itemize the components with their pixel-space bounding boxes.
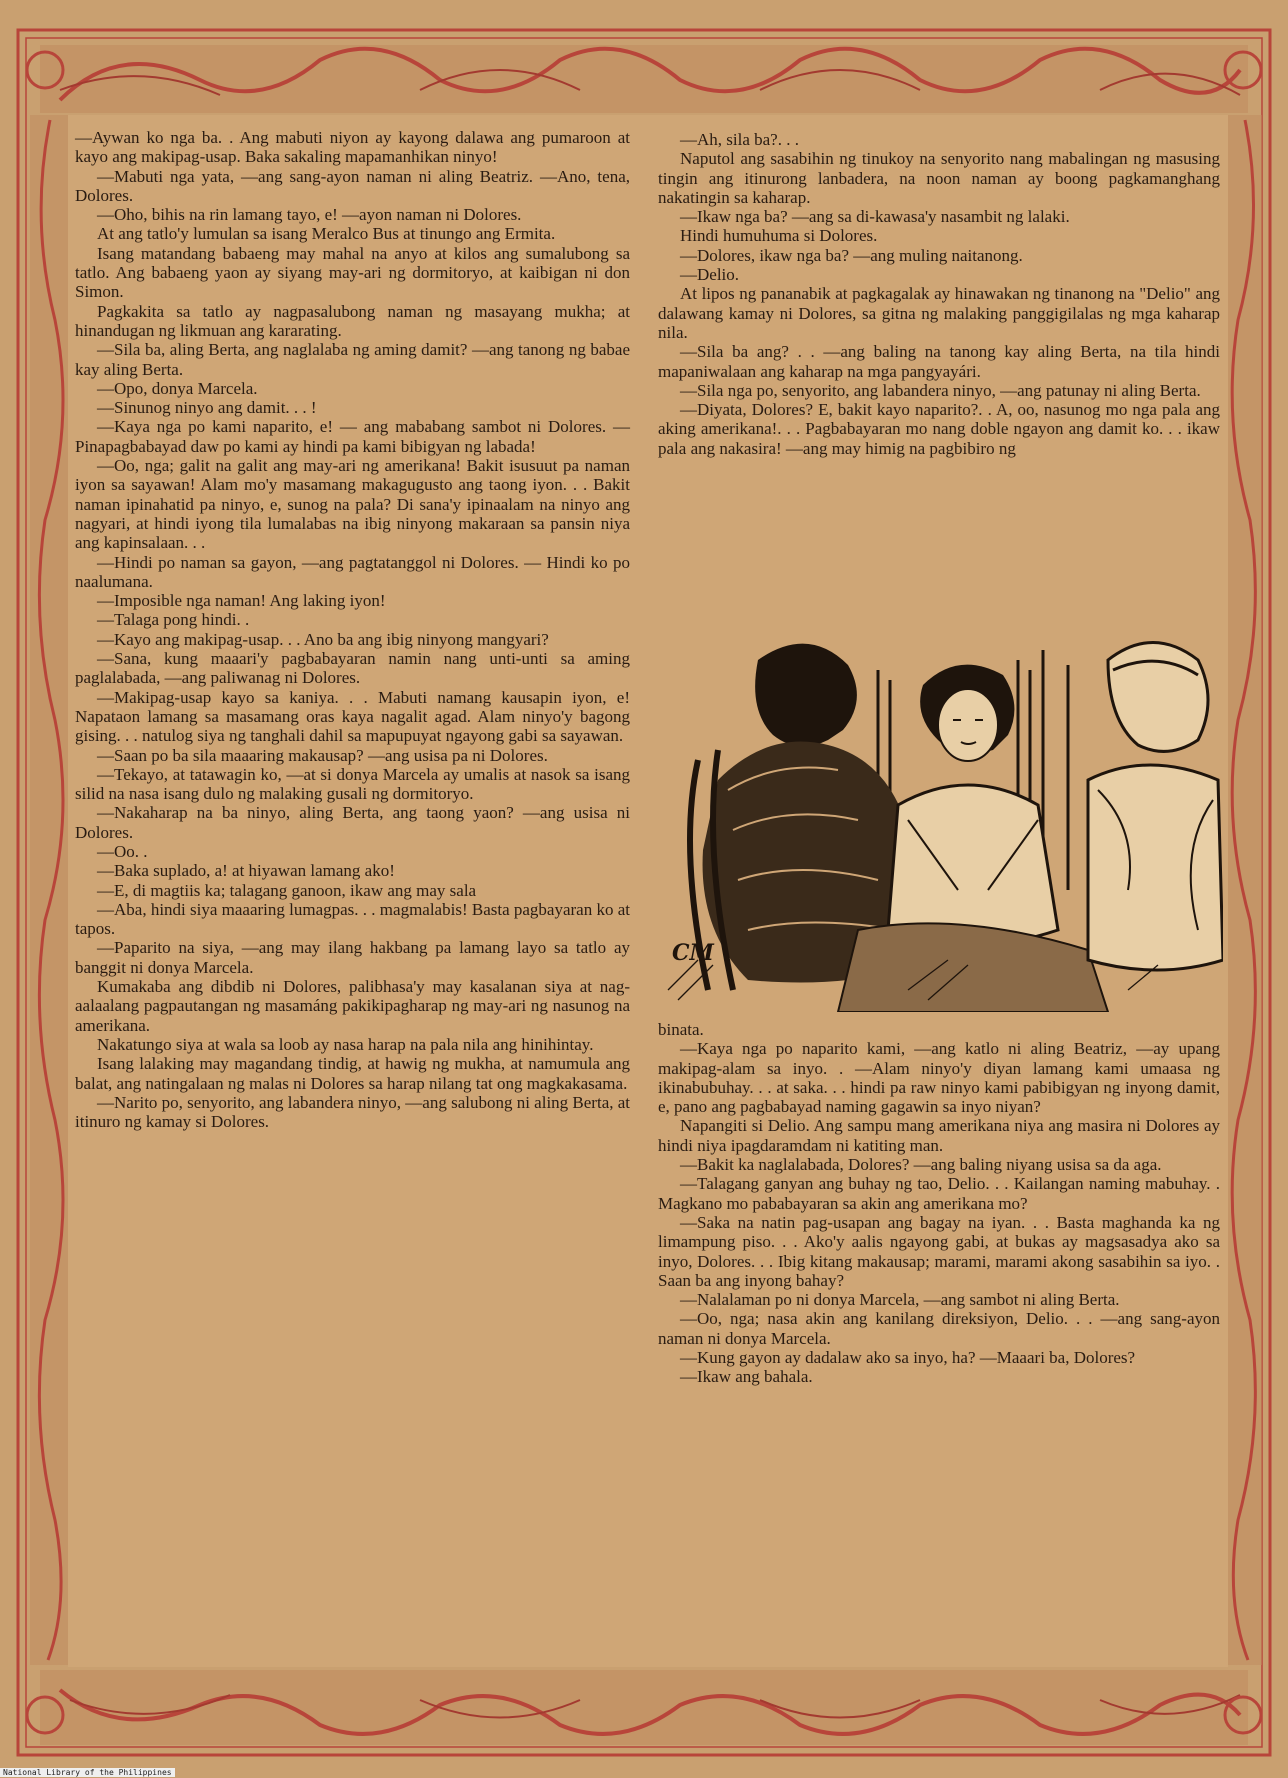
paragraph: —Baka suplado, a! at hiyawan lamang ako! bbox=[97, 861, 395, 881]
paragraph: Pagkakita sa tatlo ay nagpasalubong naman ng masayang mukha; at hinandugan ng likmuan ang kararating. bbox=[75, 301, 630, 340]
paragraph: binata. bbox=[658, 1020, 704, 1039]
paragraph: —Opo, donya Marcela. bbox=[97, 378, 258, 398]
paragraph: —Talagang ganyan ang buhay ng tao, Delio. . . Kailangan naming mabuhay. . Magkano mo pababayaran sa akin ang amerikana mo? bbox=[658, 1174, 1220, 1213]
paragraph: —Oho, bihis na rin lamang tayo, e! —ayon naman ni Dolores. bbox=[97, 205, 522, 225]
paragraph: —Sana, kung maaari'y pagbabayaran namin nang unti-unti sa aming paglalabada, —ang paliwanag ni Dolores. bbox=[75, 649, 630, 688]
text-column-right-top bbox=[658, 130, 1220, 458]
paragraph: Napangiti si Delio. Ang sampu mang amerikana niya ang masira ni Dolores ay hindi niya ipagdaramdam ni katiting man. bbox=[658, 1116, 1220, 1155]
paragraph: —Imposible nga naman! Ang laking iyon! bbox=[97, 591, 386, 611]
paragraph: —Aba, hindi siya maaaring lumagpas. . . magmalabis! Basta pagbayaran ko at tapos. bbox=[75, 899, 630, 939]
paragraph: —E, di magtiis ka; talagang ganoon, ikaw ang may sala bbox=[97, 880, 477, 900]
text-column-right-bottom bbox=[658, 1020, 1220, 1387]
paragraph: Nakatungo siya at wala sa loob ay nasa harap na pala nila ang hinihintay. bbox=[97, 1034, 594, 1054]
paragraph: —Makipag-usap kayo sa kaniya. . . Mabuti namang kausapin iyon, e! Napataon lamang sa masamang oras kaya nagalit agad. Alam ninyo'y bagong gising. . . natulog siya ng tanghali dahil sa mapupuyat ngayong gabi sa sayawan. bbox=[75, 687, 630, 746]
paragraph: —Sila ba ang? . . —ang baling na tanong kay aling Berta, na tila hindi mapaniwalaan ang kaharap na mga pangyayári. bbox=[658, 342, 1220, 381]
paragraph: —Oo, nga; galit na galit ang may-ari ng amerikana! Bakit isusuut pa naman iyon sa sayawan! Alam mo'y masamang makagugusto ang taong iyon. . . Bakit naman ipinahatid pa ninyo, e, sunog na pala? Di sana'y ipinaalam na ninyo ang nagyari, at hindi iyong tila lumalabas na ibig ninyong makaraan sa pansin niya ang kapinsalaan. . . bbox=[75, 456, 630, 553]
paragraph: —Talaga pong hindi. . bbox=[97, 610, 250, 630]
paragraph: —Diyata, Dolores? E, bakit kayo naparito?. . A, oo, nasunog mo nga pala ang aking amerikana!. . . Pagbabayaran mo nang doble ngayon ang damit ko. . . ikaw pala ang nakasira! —ang may himig na pagbibiro ng bbox=[658, 400, 1220, 458]
paragraph: —Bakit ka naglalabada, Dolores? —ang baling niyang usisa sa da aga. bbox=[680, 1155, 1162, 1175]
illustration-three-figures bbox=[658, 630, 1223, 1012]
paragraph: —Oo, nga; nasa akin ang kanilang direksiyon, Delio. . . —ang sang-ayon naman ni donya Marcela. bbox=[658, 1309, 1220, 1348]
paragraph: —Paparito na siya, —ang may ilang hakbang pa lamang layo sa tatlo ay banggit ni donya Marcela. bbox=[75, 938, 630, 977]
paragraph: Kumakaba ang dibdib ni Dolores, palibhasa'y may kasalanan siya at nag-aalaalang pagpautangan ng masamáng pakikipagharap ng may-ari ng nasunog na amerikana. bbox=[75, 977, 630, 1035]
illustration-signature: CM bbox=[672, 940, 714, 966]
paragraph: —Ah, sila ba?. . . bbox=[680, 130, 799, 149]
paragraph: —Oo. . bbox=[97, 841, 148, 861]
paragraph: Naputol ang sasabihin ng tinukoy na senyorito nang mabalingan ng masusing tingin ang itinurong lanbadera, na noon naman ay boong pagkamanghang nakatingin sa kaharap. bbox=[658, 149, 1220, 207]
paragraph: —Nakaharap na ba ninyo, aling Berta, ang taong yaon? —ang usisa ni Dolores. bbox=[75, 803, 630, 842]
paragraph: —Aywan ko nga ba. . Ang mabuti niyon ay kayong dalawa ang pumaroon at kayo ang makipag-usap. Baka sakaling mapamanhikan ninyo! bbox=[75, 128, 630, 167]
paragraph: —Kayo ang makipag-usap. . . Ano ba ang ibig ninyong mangyari? bbox=[97, 629, 549, 649]
paragraph: —Sila ba, aling Berta, ang naglalaba ng aming damit? —ang tanong ng babae kay aling Berta. bbox=[75, 340, 630, 379]
paragraph: —Saka na natin pag-usapan ang bagay na iyan. . . Basta maghanda ka ng limampung piso. . . Ako'y aalis ngayong gabi, at bukas ay magsasadya ako sa inyo, Dolores. . . Ibig kitang makausap; marami, marami akong sasabihin sa iyo. . Saan ba ang inyong bahay? bbox=[658, 1212, 1220, 1290]
paragraph: —Kaya nga po naparito kami, —ang katlo ni aling Beatriz, —ay upang makipag-alam sa inyo. . —Alam ninyo'y diyan lamang kami umaasa ng ikinabubuhay. . . at saka. . . hindi pa raw ninyo kami pabibigyan ng inyong damit, e, pano ang pagbabayad naming gagawin sa inyo niyan? bbox=[658, 1039, 1220, 1117]
paragraph: —Mabuti nga yata, —ang sang-ayon naman ni aling Beatriz. —Ano, tena, Dolores. bbox=[75, 166, 630, 205]
library-watermark: National Library of the Philippines bbox=[0, 1768, 175, 1777]
paragraph: —Ikaw ang bahala. bbox=[680, 1367, 813, 1387]
text-column-left bbox=[75, 128, 630, 1131]
paragraph: —Kaya nga po kami naparito, e! — ang mababang sambot ni Dolores. —Pinapagbabayad daw po kami ay hindi pa kami bibigyan ng labada! bbox=[75, 417, 630, 456]
paragraph: —Hindi po naman sa gayon, —ang pagtatanggol ni Dolores. — Hindi ko po naalumana. bbox=[75, 552, 630, 591]
paragraph: —Sinunog ninyo ang damit. . . ! bbox=[97, 398, 317, 418]
paragraph: —Dolores, ikaw nga ba? —ang muling naitanong. bbox=[680, 245, 1023, 265]
paragraph: —Narito po, senyorito, ang labandera ninyo, —ang salubong ni aling Berta, at itinuro ng kamay si Dolores. bbox=[75, 1092, 631, 1132]
paragraph: —Nalalaman po ni donya Marcela, —ang sambot ni aling Berta. bbox=[680, 1290, 1120, 1310]
paragraph: —Delio. bbox=[680, 265, 740, 285]
paragraph: Hindi humuhuma si Dolores. bbox=[680, 226, 878, 246]
paragraph: Isang matandang babaeng may mahal na anyo at kilos ang sumalubong sa tatlo. Ang babaeng yaon ay siyang may-ari ng dormitoryo, at kaibigan ni don Simon. bbox=[75, 243, 630, 302]
paragraph: Isang lalaking may magandang tindig, at hawig ng mukha, at namumula ang balat, ang natingalaan ng malas ni Dolores sa harap nilang tat ong magkakasama. bbox=[75, 1054, 630, 1093]
paragraph: —Sila nga po, senyorito, ang labandera ninyo, —ang patunay ni aling Berta. bbox=[680, 380, 1201, 400]
paragraph: At lipos ng pananabik at pagkagalak ay hinawakan ng tinanong na "Delio" ang dalawang kamay ni Dolores, sa gitna ng malaking panggigilalas ng mga kaharap nila. bbox=[658, 284, 1220, 342]
paragraph: At ang tatlo'y lumulan sa isang Meralco Bus at tinungo ang Ermita. bbox=[97, 224, 556, 244]
paragraph: —Saan po ba sila maaaring makausap? —ang usisa pa ni Dolores. bbox=[97, 745, 548, 765]
paragraph: —Ikaw nga ba? —ang sa di-kawasa'y nasambit ng lalaki. bbox=[680, 207, 1070, 227]
paragraph: —Kung gayon ay dadalaw ako sa inyo, ha? —Maaari ba, Dolores? bbox=[680, 1348, 1136, 1368]
paragraph: —Tekayo, at tatawagin ko, —at si donya Marcela ay umalis at nasok sa isang silid na nasa isang dulo ng malaking gusali ng dormitoryo. bbox=[75, 764, 630, 804]
